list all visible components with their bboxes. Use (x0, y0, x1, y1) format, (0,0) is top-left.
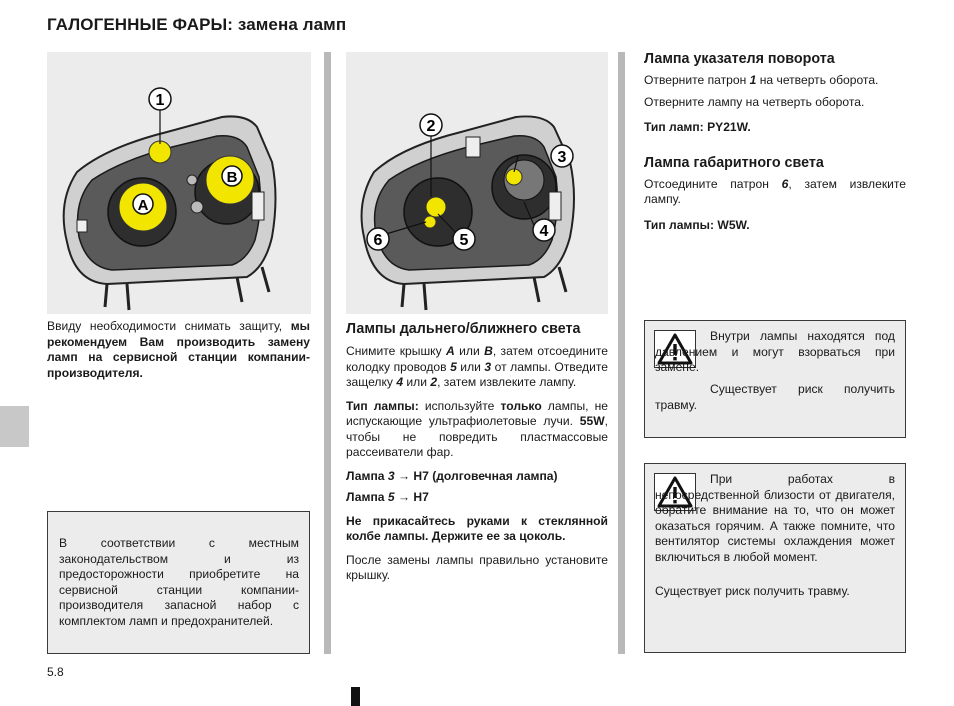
ref-b: B (484, 344, 493, 358)
ref-6: 6 (781, 176, 789, 191)
warning-box-engine (644, 463, 906, 653)
turn-step-2: Отверните лампу на четверть оборота. (644, 94, 865, 109)
text: Отверните патрон (644, 73, 750, 87)
chapter-tab (0, 406, 29, 447)
section-heading-headlight: Лампы дальнего/ближнего света (346, 321, 581, 337)
text: , затем извлеките лампу. (644, 176, 906, 206)
refit-cover-paragraph: После замены лампы правильно установите крышку. (346, 552, 608, 582)
ref-2: 2 (430, 375, 438, 389)
ref-5: 5 (450, 359, 457, 374)
text: Снимите крышку (346, 344, 447, 358)
page-number: 5.8 (47, 665, 64, 679)
headlamp-figure-bulbs (346, 52, 608, 314)
ref-4: 4 (396, 375, 404, 389)
ref-3: 3 (484, 359, 492, 374)
column-divider-left (324, 52, 331, 654)
text: Внутри лампы находятся под давлением и могут взорваться при замене. (655, 329, 895, 374)
callout-4-label: 4 (539, 223, 549, 240)
headlamp-illustration-middle (346, 52, 608, 314)
ref-5: 5 (387, 490, 395, 504)
lamp-type-paragraph (346, 399, 608, 461)
page-marker (351, 687, 360, 706)
ref-a: A (446, 344, 455, 358)
text: или (456, 359, 485, 374)
text: , затем отсоедините колодку проводов (346, 344, 608, 374)
lamp-type-label: Тип лампы: (346, 398, 419, 413)
middle-column-text (346, 320, 608, 584)
callout-a-label: A (137, 197, 149, 214)
text: лампы, не испускающие ультрафиолетовые лучи. (346, 398, 608, 428)
warning-box-pressure (644, 320, 906, 438)
text: на четверть оборота. (756, 73, 879, 87)
note-box-text: В соответствии с местным законодательством и из предосторожности приобретите на сервисной станции компаниипроизводителя запасной набор с комплектом ламп и предохранителей. (59, 536, 299, 628)
text: , чтобы не повредить пластмассовые рассеиватели фар. (346, 414, 608, 459)
section-heading-turn-signal: Лампа указателя поворота (644, 51, 835, 67)
warning-engine-risk: Существует риск получить травму. (655, 584, 850, 598)
text: Лампа (346, 468, 388, 483)
side-lamp-type: Тип лампы: W5W. (644, 217, 750, 232)
text: используйте (418, 398, 501, 413)
text: или (403, 375, 431, 389)
warning-pressure-text (655, 329, 895, 376)
callout-3-label: 3 (557, 149, 567, 166)
text: Отсоедините патрон (644, 176, 782, 191)
warning-engine-text: При работах в непосредственной близости от двигателя, обратите внимание на то, что он может оказаться горячим. А также помните, что вентилятор системы охлаждения может включиться в любой момент. (655, 472, 895, 564)
intro-text: Ввиду необходимости снимать защиту, (47, 319, 291, 333)
lamp-5-spec (346, 490, 608, 506)
remove-cover-paragraph (346, 344, 608, 391)
warning-pressure-risk: Существует риск получить травму. (655, 382, 895, 412)
text: , затем извлеките лампу. (437, 375, 577, 389)
only-emphasis: только (500, 398, 542, 413)
callout-2-label: 2 (426, 118, 436, 135)
ref-1: 1 (749, 73, 757, 87)
headlamp-figure-a-b (47, 52, 311, 314)
callout-1-label: 1 (155, 92, 165, 109)
text: → H7 (394, 490, 429, 504)
text: от лампы. Отведите защелку (346, 359, 608, 389)
callout-6-label: 6 (373, 232, 383, 249)
section-heading-side-light: Лампа габаритного света (644, 154, 824, 171)
intro-recommendation: мы рекомендуем Вам производить замену ламп на сервисной станции компании-производителя. (47, 319, 310, 380)
page-title-prefix: ГАЛОГЕННЫЕ ФАРЫ: (47, 15, 234, 34)
headlamp-illustration-left (47, 52, 311, 314)
text: → H7 (долговечная лампа) (394, 468, 558, 483)
turn-signal-socket-highlight (149, 141, 171, 163)
text: Лампа (346, 490, 388, 504)
ref-3: 3 (387, 468, 395, 483)
intro-paragraph (47, 319, 310, 381)
page-title-suffix: замена ламп (233, 15, 347, 34)
side-step-1 (644, 177, 906, 208)
page-title (47, 15, 346, 35)
turn-step-1 (644, 73, 906, 89)
column-divider-right (618, 52, 625, 654)
lamp-3-spec (346, 469, 608, 485)
right-column-text (644, 50, 906, 233)
turn-lamp-type: Тип ламп: PY21W. (644, 120, 751, 134)
text: или (454, 344, 485, 358)
note-box (47, 511, 310, 654)
callout-b-label: B (226, 169, 238, 186)
wattage: 55W (579, 414, 605, 428)
callout-5-label: 5 (459, 232, 469, 249)
do-not-touch-warning: Не прикасайтесь руками к стеклянной колбе лампы. Держите ее за цоколь. (346, 513, 608, 543)
